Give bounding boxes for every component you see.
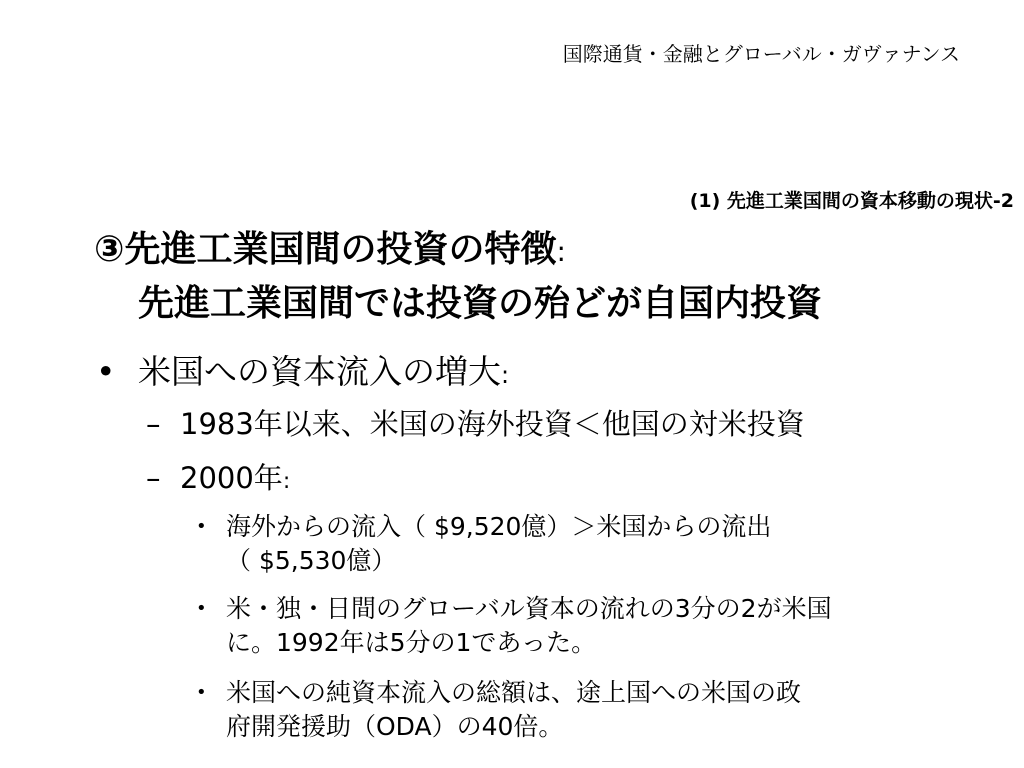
heading-line1: ③先進工業国間の投資の特徴	[94, 229, 557, 270]
sub-point-text: 2000年	[180, 461, 283, 495]
sub-point-colon: :	[282, 469, 291, 494]
detail-item-2	[196, 592, 1016, 660]
bullet-icon: •	[196, 516, 207, 537]
detail-line: に。1992年は5分の1であった。	[226, 628, 597, 657]
dash-icon: –	[146, 461, 161, 495]
slide-subtitle: (1) 先進工業国間の資本移動の現状-2	[689, 190, 1014, 212]
detail-item-1	[196, 510, 1016, 578]
detail-line: 米・独・日間のグローバル資本の流れの3分の2が米国	[226, 594, 832, 623]
heading-colon: :	[556, 235, 566, 268]
slide-heading	[94, 224, 822, 330]
bullet-icon: •	[96, 352, 116, 391]
bullet-colon: :	[501, 361, 510, 389]
dash-icon: –	[146, 407, 161, 441]
detail-line: （ $5,530億）	[226, 546, 397, 575]
detail-line: 府開発援助（ODA）の40倍。	[226, 712, 564, 741]
sub-point-2000	[146, 458, 290, 502]
bullet-point-capital-inflow	[96, 350, 509, 397]
detail-item-3	[196, 676, 1016, 744]
detail-line: 米国への純資本流入の総額は、途上国への米国の政	[226, 678, 802, 707]
bullet-icon: •	[196, 598, 207, 619]
detail-line: 海外からの流入（ $9,520億）＞米国からの流出	[226, 512, 772, 541]
sub-point-1983	[146, 404, 805, 444]
bullet-text: 米国への資本流入の増大	[138, 352, 501, 391]
header-title: 国際通貨・金融とグローバル・ガヴァナンス	[562, 42, 960, 66]
heading-line2: 先進工業国間では投資の殆どが自国内投資	[138, 283, 823, 324]
sub-point-text: 1983年以来、米国の海外投資＜他国の対米投資	[180, 407, 805, 441]
bullet-icon: •	[196, 682, 207, 703]
